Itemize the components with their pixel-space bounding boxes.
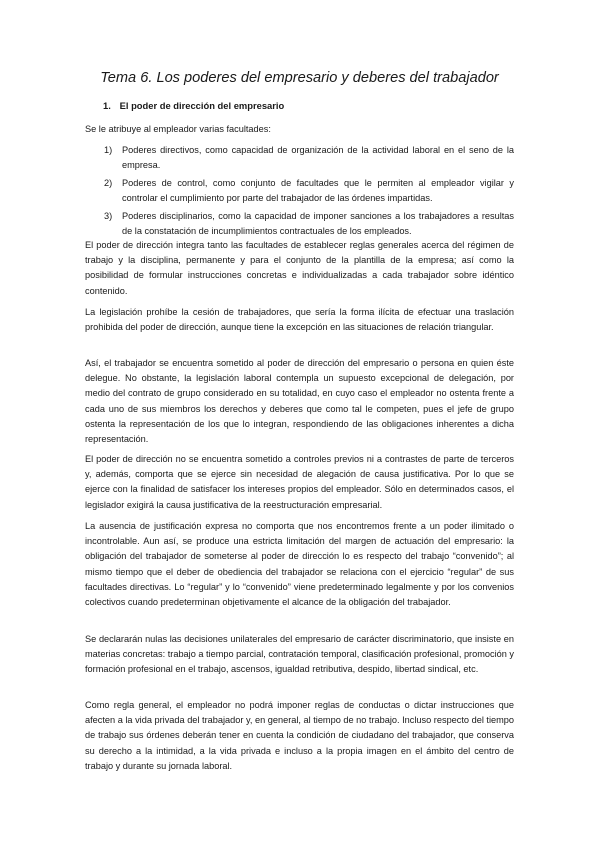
document-title: Tema 6. Los poderes del empresario y deberes del trabajador	[100, 70, 499, 86]
intro-text: Se le atribuye al empleador varias facultades:	[85, 124, 271, 134]
list-marker: 1)	[104, 145, 113, 155]
list-marker: 3)	[104, 210, 113, 221]
body-paragraph: Como regla general, el empleador no podrá imponer reglas de conductas o dictar instrucciones que afecten a la vida privada del trabajador y, en general, al tiempo de no trabajo. Incluso respecto del tiempo de trabajo sus órdenes deberán tener en cuenta la condición de ciudadano del trabajador, que conserva su derecho a la intimidad, a la vida privada e incluso a la propia imagen en el ámbito del centro de trabajo y durante su jornada laboral.	[85, 700, 514, 771]
faculties-list	[104, 143, 514, 241]
body-paragraph: El poder de dirección integra tanto las facultades de establecer reglas generales acerca del régimen de trabajo y la disciplina, permanente y para el conjunto de la plantilla de la empresa; así como la posibilidad de formular instrucciones concretas e individualizadas a cada trabajador sobre idéntico contenido.	[85, 240, 514, 296]
list-marker: 2)	[104, 177, 113, 188]
section-number: 1.	[103, 100, 111, 111]
section-heading	[103, 100, 284, 111]
list-item-text: Poderes de control, como conjunto de facultades que le permiten al empleador vigilar y controlar el cumplimiento por parte del trabajador de las órdenes impartidas.	[122, 177, 514, 203]
body-paragraph: Se declararán nulas las decisiones unilaterales del empresario de carácter discriminatorio, que insiste en materias concretas: trabajo a tiempo parcial, contratación temporal, clasificación profesional, promoción y formación profesional en el trabajo, ascensos, igualdad retributiva, despido, libertad sindical, etc.	[85, 634, 514, 675]
section-title: El poder de dirección del empresario	[119, 100, 285, 111]
list-item-text: Poderes disciplinarios, como la capacidad de imponer sanciones a los trabajadores a resultas de la constatación de incumplimientos contractuales de los empleados.	[122, 210, 514, 236]
body-paragraph: Así, el trabajador se encuentra sometido al poder de dirección del empresario o persona en quien éste delegue. No obstante, la legislación laboral contempla un supuesto excepcional de delegación, por medio del contrato de grupo considerado en su totalidad, en cuyo caso el empleador no ostenta frente a cada uno de sus miembros los derechos y deberes que como tal le competen, pues el jefe de grupo ostenta la representación de los que lo integran, respondiendo de las obligaciones inherentes a dicha representación.	[85, 358, 514, 445]
list-item	[104, 209, 514, 239]
list-item	[104, 143, 514, 173]
body-paragraph: La ausencia de justificación expresa no comporta que nos encontremos frente a un poder ilimitado o incontrolable. Aun así, se produce una estricta limitación del margen de actuación del empresario: la obligación del trabajador de someterse al poder de dirección lo es respecto del trabajo “convenido”; al mismo tiempo que el deber de obediencia del trabajador se relaciona con el ejercicio “regular” de sus facultades directivas. Lo “regular” y lo “convenido” viene predeterminado legalmente y por los convenios colectivos cuando predeterminan objetivamente el alcance de la obligación del trabajador.	[85, 521, 514, 608]
body-paragraph: El poder de dirección no se encuentra sometido a controles previos ni a contrastes de parte de terceros y, además, comporta que se ejerce sin necesidad de alegación de causa justificativa. Por lo que se ejerce con la finalidad de satisfacer los intereses propios del empleador. Sólo en determinados casos, el legislador exigirá la causa justificativa de la reestructuración empresarial.	[85, 454, 514, 510]
body-paragraph: La legislación prohíbe la cesión de trabajadores, que sería la forma ilícita de efectuar una traslación prohibida del poder de dirección, aunque tiene la excepción en las situaciones de relación triangular.	[85, 307, 514, 333]
list-item	[104, 176, 514, 206]
list-item-text: Poderes directivos, como capacidad de organización de la actividad laboral en el seno de la empresa.	[122, 145, 514, 171]
